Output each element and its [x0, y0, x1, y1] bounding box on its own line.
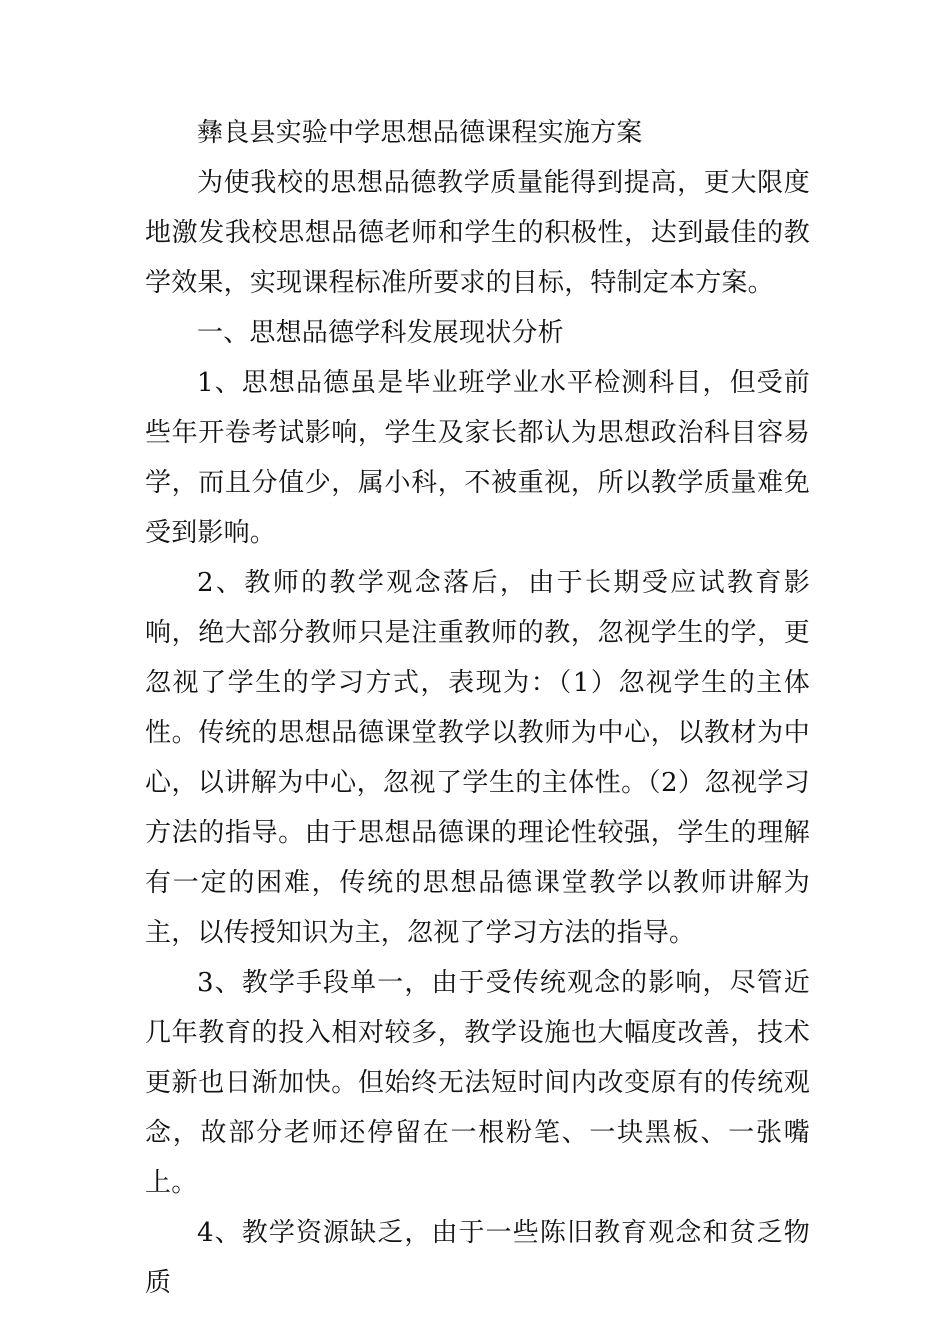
intro-paragraph: 为使我校的思想品德教学质量能得到提高，更大限度地激发我校思想品德老师和学生的积极性，达到最佳的教学效果，实现课程标准所要求的目标，特制定本方案。 — [145, 168, 810, 298]
point-paragraph-2: 2、教师的教学观念落后，由于长期受应试教育影响，绝大部分教师只是注重教师的教，忽视学生的学，更忽视了学生的学习方式，表现为：（1）忽视学生的主体性。传统的思想品德课堂教学以教师为中心，以教材为中心，以讲解为中心，忽视了学生的主体性。（2）忽视学习方法的指导。由于思想品德课的理论性较强，学生的理解有一定的困难，传统的思想品德课堂教学以教师讲解为主，以传授知识为主，忽视了学习方法的指导。 — [145, 568, 810, 948]
point-paragraph-3: 3、教学手段单一，由于受传统观念的影响，尽管近几年教育的投入相对较多，教学设施也大幅度改善，技术更新也日渐加快。但始终无法短时间内改变原有的传统观念，故部分老师还停留在一根粉笔、一块黑板、一张嘴上。 — [145, 968, 810, 1198]
point-paragraph-4: 4、教学资源缺乏，由于一些陈旧教育观念和贫乏物质 — [145, 1218, 810, 1298]
document-title: 彝良县实验中学思想品德课程实施方案 — [197, 118, 643, 148]
point-paragraph-1: 1、思想品德虽是毕业班学业水平检测科目，但受前些年开卷考试影响，学生及家长都认为思想政治科目容易学，而且分值少，属小科，不被重视，所以教学质量难免受到影响。 — [145, 368, 810, 548]
document-body — [145, 108, 810, 1308]
section-heading: 一、思想品德学科发展现状分析 — [197, 318, 564, 348]
